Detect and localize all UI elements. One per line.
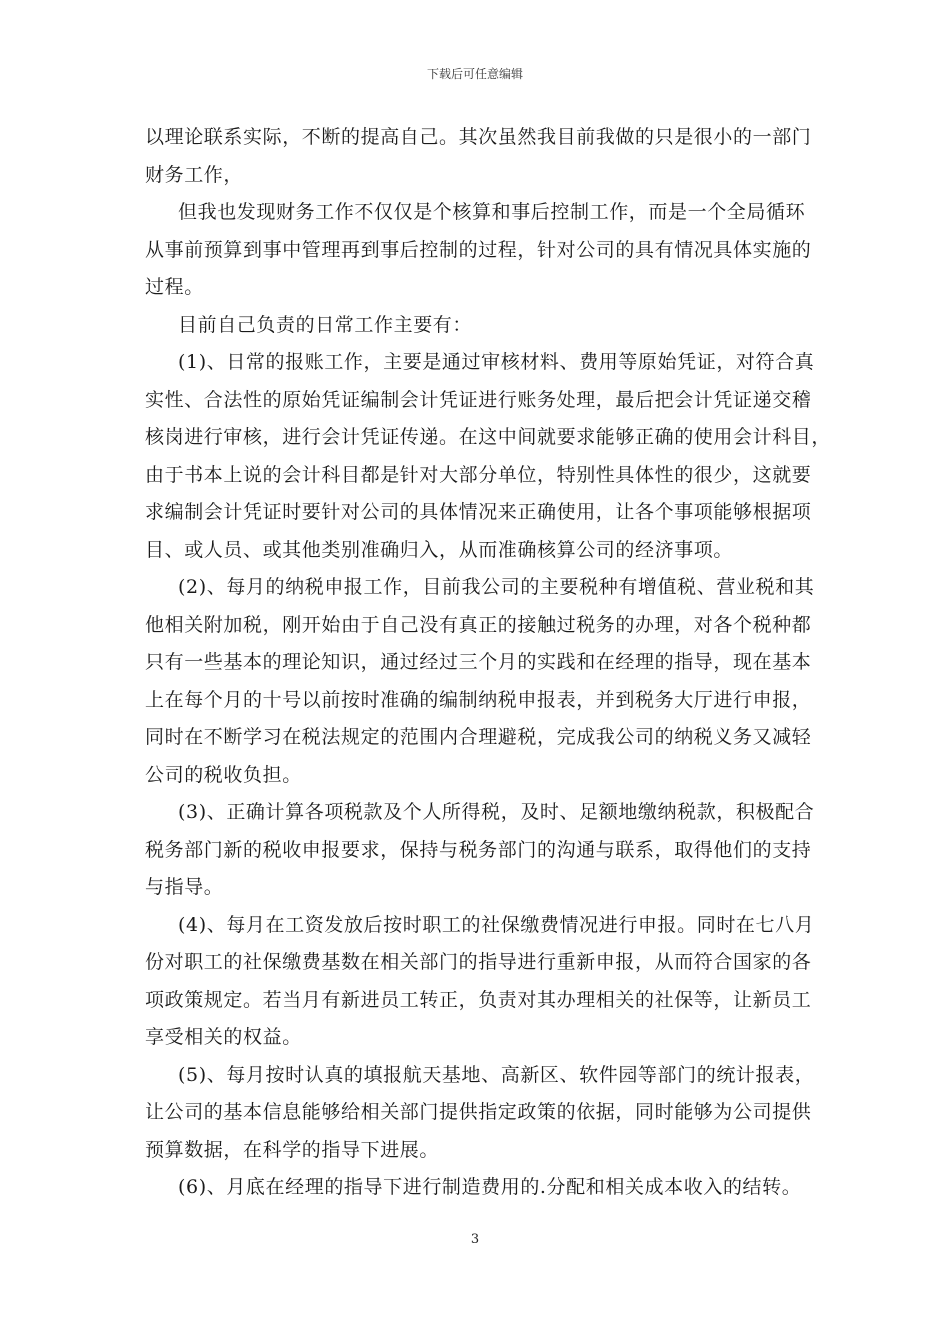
document-body — [145, 119, 832, 1207]
text-line: 同时在不断学习在税法规定的范围内合理避税，完成我公司的纳税义务又减轻 — [145, 726, 812, 748]
text-line: 只有一些基本的理论知识，通过经过三个月的实践和在经理的指导，现在基本 — [145, 651, 812, 673]
text-line: 求编制会计凭证时要针对公司的具体情况来正确使用，让各个事项能够根据项 — [145, 501, 812, 523]
text-line: 享受相关的权益。 — [145, 1026, 302, 1048]
text-line: (6)、月底在经理的指导下进行制造费用的.分配和相关成本收入的结转。 — [178, 1176, 802, 1198]
text-line: 预算数据，在科学的指导下进展。 — [145, 1138, 440, 1161]
text-line: 项政策规定。若当月有新进员工转正，负责对其办理相关的社保等，让新员工 — [145, 988, 812, 1011]
text-line: 他相关附加税，刚开始由于自己没有真正的接触过税务的办理，对各个税种都 — [145, 613, 812, 636]
text-line: 过程。 — [145, 276, 204, 298]
text-line: 核岗进行审核，进行会计凭证传递。在这中间就要求能够正确的使用会计科目， — [145, 426, 832, 448]
text-line: 与指导。 — [145, 876, 224, 898]
text-line: 财务工作， — [145, 163, 244, 186]
text-line: 上在每个月的十号以前按时准确的编制纳税申报表，并到税务大厅进行申报， — [145, 688, 812, 711]
page-header: 下载后可任意编辑 — [426, 67, 523, 81]
text-line: 税务部门新的税收申报要求，保持与税务部门的沟通与联系，取得他们的支持 — [145, 838, 812, 861]
text-line: 从事前预算到事中管理再到事后控制的过程，针对公司的具有情况具体实施的 — [145, 238, 812, 261]
text-line: 实性、合法性的原始凭证编制会计凭证进行账务处理，最后把会计凭证递交稽 — [145, 388, 812, 411]
text-line: 目、或人员、或其他类别准确归入，从而准确核算公司的经济事项。 — [145, 538, 734, 561]
text-line: 目前自己负责的日常工作主要有： — [178, 313, 473, 336]
text-line: 份对职工的社保缴费基数在相关部门的指导进行重新申报，从而符合国家的各 — [145, 951, 812, 973]
text-line: (2)、每月的纳税申报工作，目前我公司的主要税种有增值税、营业税和其 — [178, 576, 815, 598]
text-line: 让公司的基本信息能够给相关部门提供指定政策的依据，同时能够为公司提供 — [145, 1101, 812, 1123]
text-line: (3)、正确计算各项税款及个人所得税，及时、足额地缴纳税款，积极配合 — [178, 801, 815, 823]
text-line: 以理论联系实际，不断的提高自己。其次虽然我目前我做的只是很小的一部门 — [145, 126, 812, 148]
text-line: (4)、每月在工资发放后按时职工的社保缴费情况进行申报。同时在七八月 — [178, 913, 815, 936]
text-line: (5)、每月按时认真的填报航天基地、高新区、软件园等部门的统计报表， — [178, 1063, 815, 1086]
text-line: 由于书本上说的会计科目都是针对大部分单位，特别性具体性的很少，这就要 — [145, 463, 812, 486]
text-line: (1)、日常的报账工作，主要是通过审核材料、费用等原始凭证，对符合真 — [178, 351, 815, 373]
text-line: 公司的税收负担。 — [145, 763, 302, 786]
text-line: 但我也发现财务工作不仅仅是个核算和事后控制工作，而是一个全局循环 — [178, 201, 806, 223]
page-number: 3 — [470, 1232, 480, 1247]
